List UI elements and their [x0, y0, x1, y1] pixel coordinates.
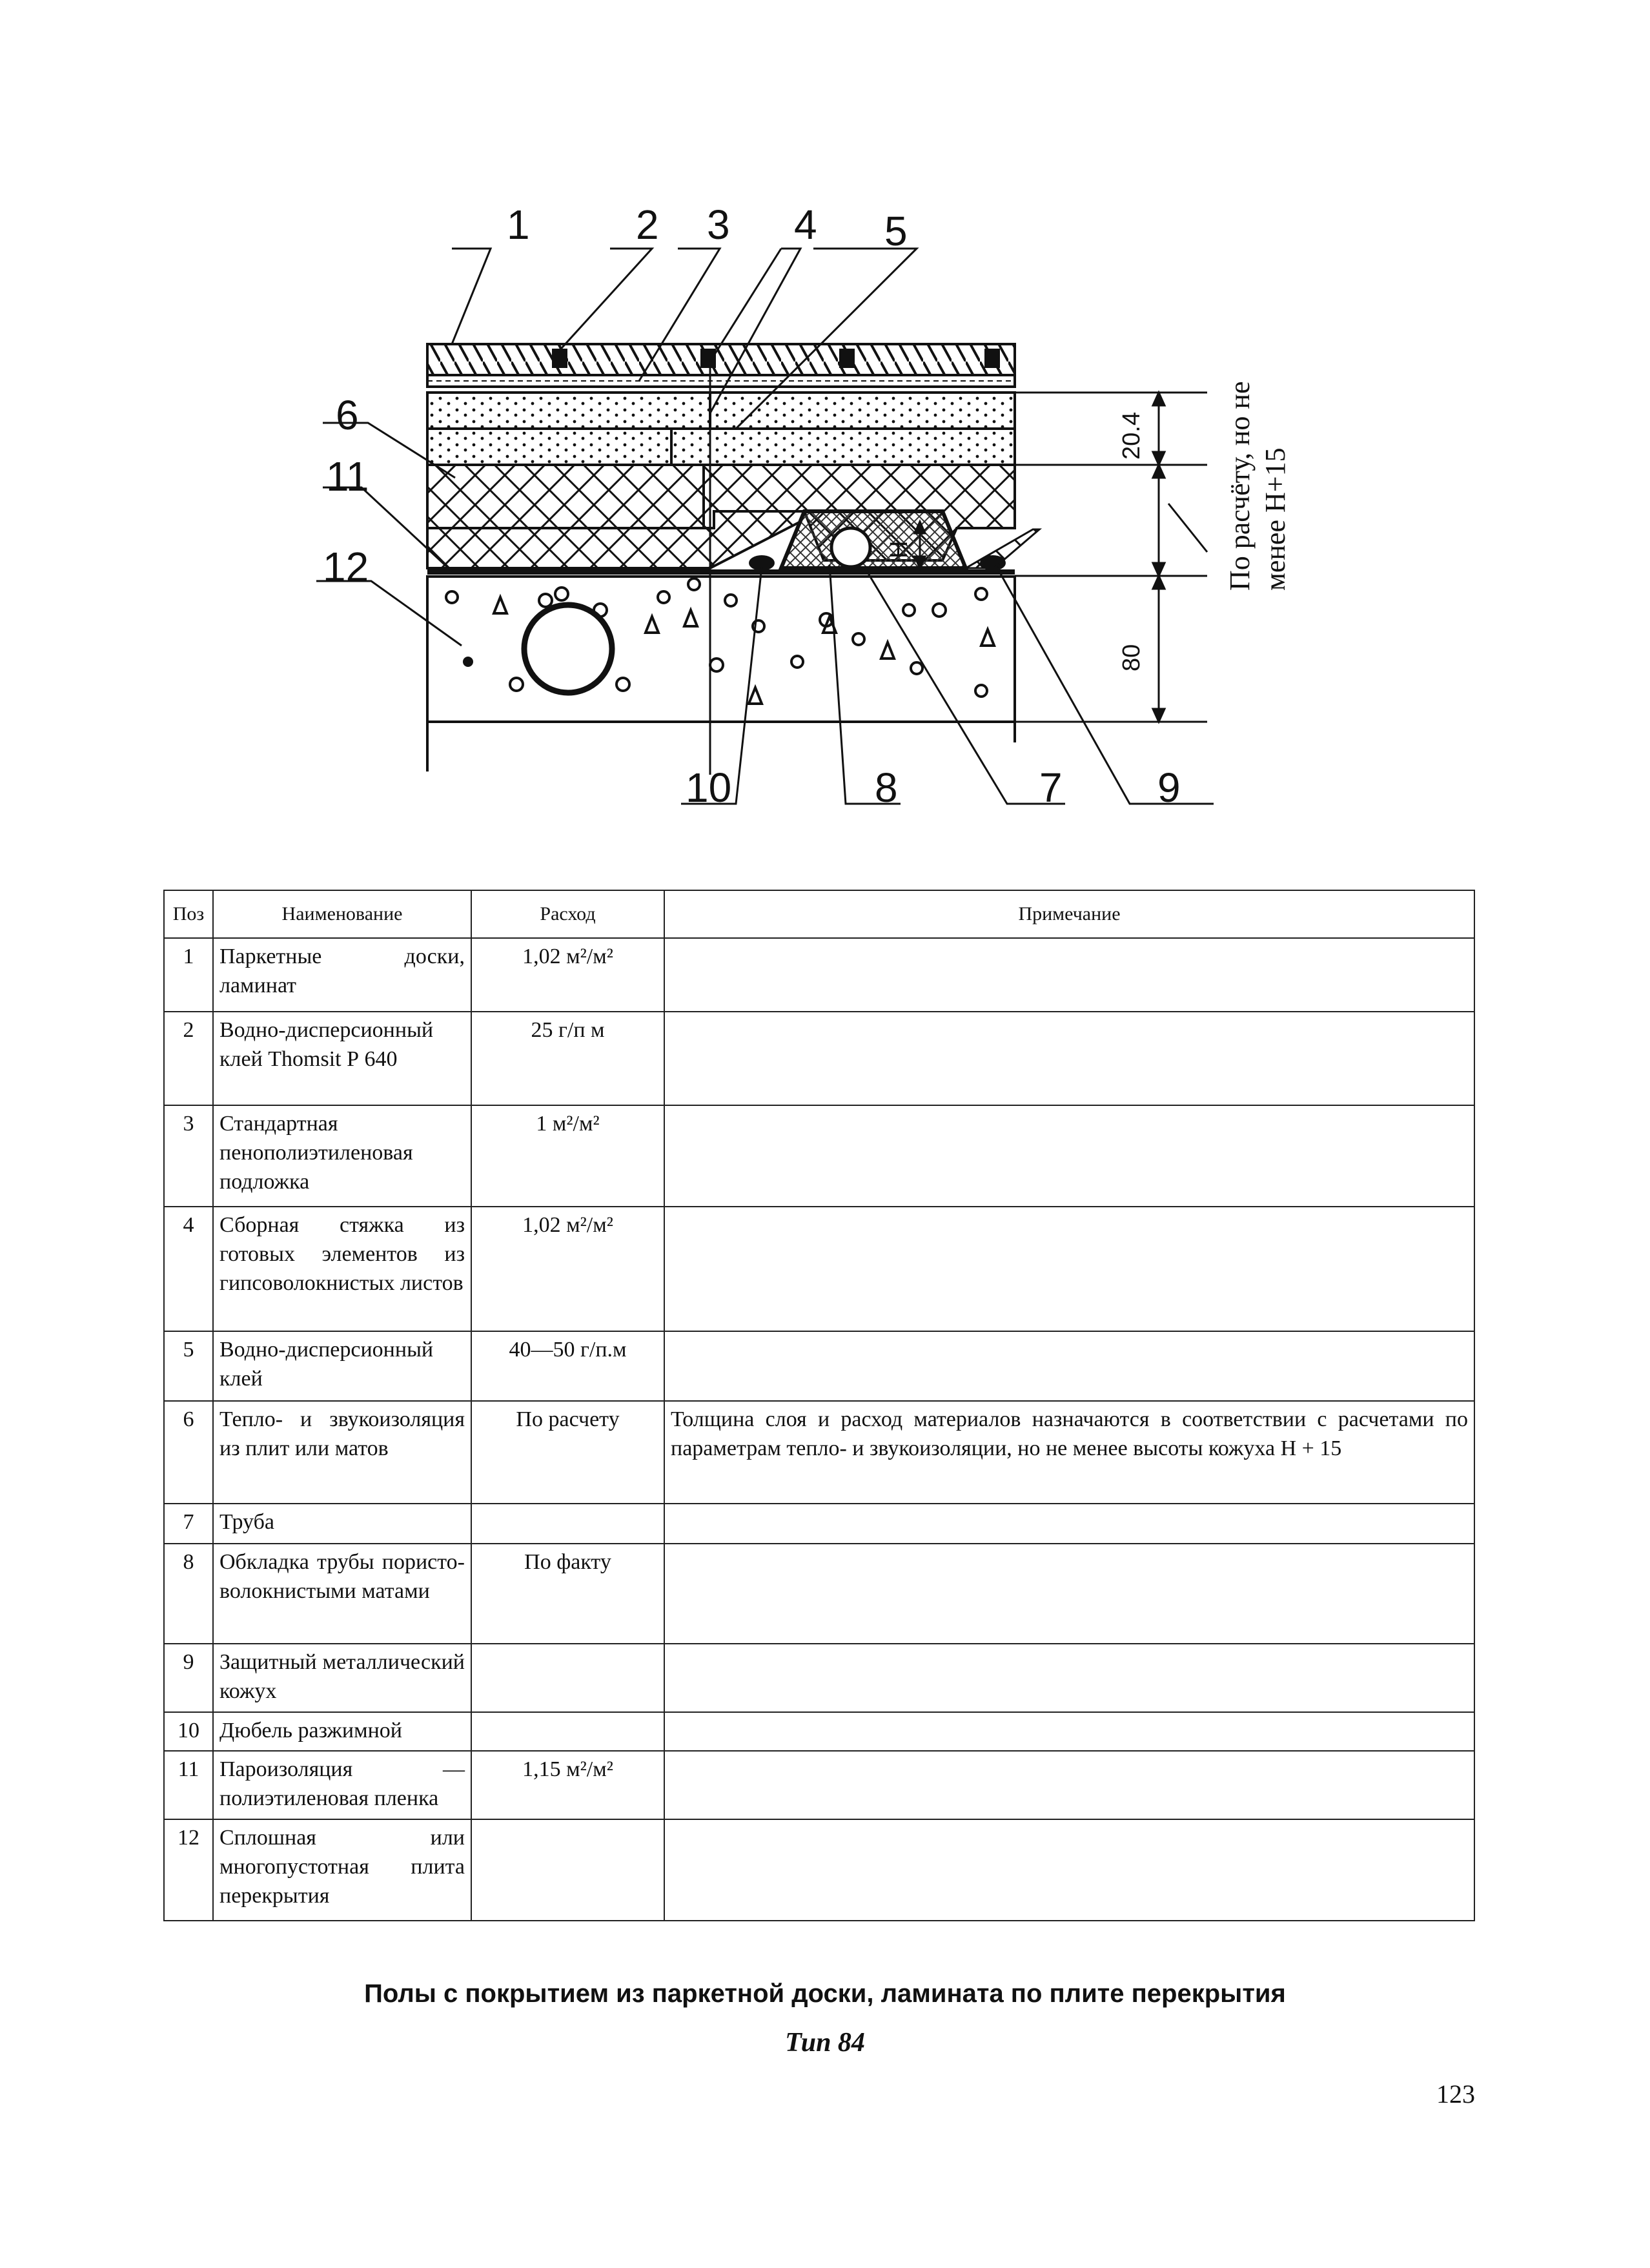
cell-note [664, 938, 1474, 1012]
callout-1: 1 [507, 201, 530, 248]
header-rate: Расход [471, 890, 664, 938]
cell-note [664, 1331, 1474, 1401]
header-name: Наименование [213, 890, 471, 938]
callout-12: 12 [323, 544, 369, 590]
table-row [164, 1012, 1474, 1105]
cell-pos: 2 [164, 1012, 213, 1105]
cell-rate [471, 1504, 664, 1544]
callout-11: 11 [326, 453, 369, 500]
cell-name: Тепло- и звукоизоляция из плит или матов [213, 1401, 471, 1504]
cell-note [664, 1012, 1474, 1105]
cell-name: Пароизоляция — полиэтиленовая пленка [213, 1751, 471, 1819]
cell-rate: 1,02 м²/м² [471, 938, 664, 1012]
table-row [164, 938, 1474, 1012]
cell-name: Сплошная или многопустотная плита перекрытия [213, 1819, 471, 1921]
layer-screed [427, 393, 1015, 465]
side-note-line1: По расчёту, но не [1224, 381, 1256, 591]
table-row [164, 1712, 1474, 1751]
cell-name: Сборная стяжка из готовых элементов из гипсоволокнистых листов [213, 1207, 471, 1331]
cell-note [664, 1751, 1474, 1819]
table-row [164, 1401, 1474, 1504]
cell-pos: 10 [164, 1712, 213, 1751]
cell-rate: 25 г/п м [471, 1012, 664, 1105]
cell-note [664, 1644, 1474, 1712]
table-row [164, 1504, 1474, 1544]
table-row [164, 1819, 1474, 1921]
specification-table [163, 890, 1475, 1921]
cell-rate: По расчету [471, 1401, 664, 1504]
cell-pos: 7 [164, 1504, 213, 1544]
cell-rate: 40—50 г/п.м [471, 1331, 664, 1401]
cell-pos: 6 [164, 1401, 213, 1504]
callout-7: 7 [1039, 764, 1063, 811]
cell-name: Защитный металлический кожух [213, 1644, 471, 1712]
cell-pos: 9 [164, 1644, 213, 1712]
callout-2: 2 [636, 201, 659, 248]
cell-note [664, 1504, 1474, 1544]
layer-slab [427, 577, 1015, 771]
cell-pos: 1 [164, 938, 213, 1012]
cell-pos: 12 [164, 1819, 213, 1921]
cell-note [664, 1105, 1474, 1207]
cell-name: Паркетные доски, ламинат [213, 938, 471, 1012]
cell-rate [471, 1712, 664, 1751]
cell-note [664, 1712, 1474, 1751]
cell-pos: 5 [164, 1331, 213, 1401]
cell-note [664, 1544, 1474, 1644]
callout-4: 4 [794, 201, 817, 248]
cell-name: Водно-дисперсионный клей [213, 1331, 471, 1401]
table-header-row [164, 890, 1474, 938]
callout-5: 5 [884, 208, 908, 254]
cell-rate: 1 м²/м² [471, 1105, 664, 1207]
cell-rate: По факту [471, 1544, 664, 1644]
layer-parquet [427, 344, 1015, 375]
callout-3: 3 [707, 201, 730, 248]
dim-lower: 80 [1118, 644, 1145, 671]
table-row [164, 1207, 1474, 1331]
cell-pos: 11 [164, 1751, 213, 1819]
callout-8: 8 [875, 764, 898, 811]
callout-9: 9 [1157, 764, 1181, 811]
table-row [164, 1331, 1474, 1401]
cell-note [664, 1207, 1474, 1331]
cell-rate [471, 1644, 664, 1712]
table-row [164, 1105, 1474, 1207]
cell-rate: 1,02 м²/м² [471, 1207, 664, 1331]
floor-section-drawing [0, 0, 1650, 839]
layer-underlay [427, 375, 1015, 387]
cell-rate: 1,15 м²/м² [471, 1751, 664, 1819]
callout-6: 6 [336, 392, 359, 438]
cell-note: Толщина слоя и расход материалов назначаются в соответствии с расчетами по параметрам тепло- и звукоизоляции, но не менее высоты кожуха Н + 15 [664, 1401, 1474, 1504]
figure-caption-title: Полы с покрытием из паркетной доски, ламината по плите перекрытия [364, 1979, 1286, 2008]
header-pos: Поз [164, 890, 213, 938]
cell-name: Дюбель разжимной [213, 1712, 471, 1751]
cell-pos: 4 [164, 1207, 213, 1331]
cell-pos: 3 [164, 1105, 213, 1207]
cell-name: Труба [213, 1504, 471, 1544]
cell-rate [471, 1819, 664, 1921]
cell-pos: 8 [164, 1544, 213, 1644]
cell-name: Водно-дисперсионный клей Thomsit Р 640 [213, 1012, 471, 1105]
figure-caption-type: Тип 84 [785, 2028, 865, 2058]
dim-upper: 20.4 [1118, 412, 1145, 460]
cell-name: Стандартная пенополиэтиленовая подложка [213, 1105, 471, 1207]
table-row [164, 1644, 1474, 1712]
side-note-line2: менее H+15 [1259, 447, 1291, 591]
page-number: 123 [1436, 2079, 1475, 2109]
dim-h: H [886, 540, 913, 558]
table-row [164, 1544, 1474, 1644]
header-note: Примечание [664, 890, 1474, 938]
cell-name: Обкладка трубы пористо-волокнистыми матами [213, 1544, 471, 1644]
cell-note [664, 1819, 1474, 1921]
table-row [164, 1751, 1474, 1819]
callout-10: 10 [686, 764, 732, 811]
